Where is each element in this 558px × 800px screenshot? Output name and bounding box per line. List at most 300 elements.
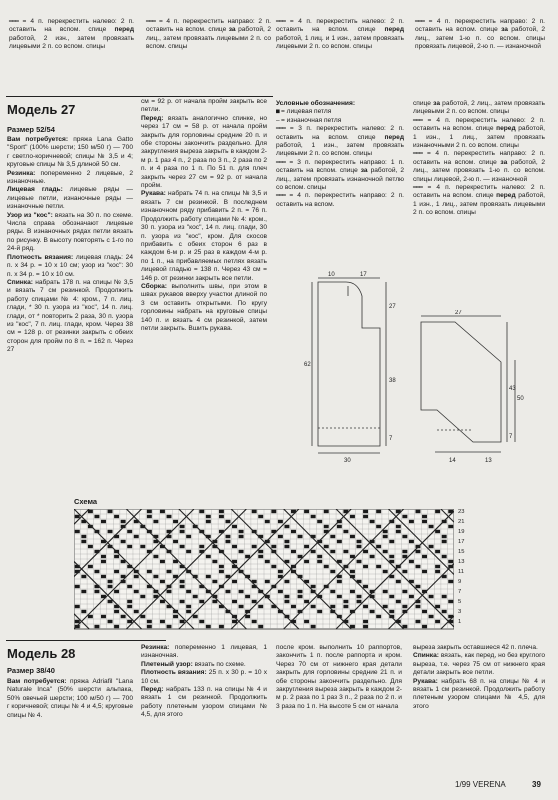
knit-stitch	[127, 605, 132, 608]
knit-stitch	[88, 615, 93, 618]
knit-stitch	[173, 520, 178, 523]
text: набрать 74 п. на спицы № 3,5 и вязать 7 см резинкой. В последнем изнаночном ряду прибавить 2 п. = 76 п. Продолжить работу спицами № 4: кром., 30 п. узора из "кос", 14 п. лиц. глади, 30 п. узора из "кос", кром. Для скосов прибавить с обеих сторон 6 раз в каждом 6-м р. и 25 раз в каждом 4-м р. по 1 п., на прибавляемых петлях вязать лицевой гладью = 138 п. Через 43 см = 146 р. от резинки закрыть все петли.	[141, 190, 267, 282]
knit-stitch	[252, 600, 257, 603]
cable-symbol-icon: ═══	[413, 116, 423, 124]
paragraph	[141, 661, 267, 669]
model-28-column-4	[413, 644, 545, 711]
knit-stitch	[376, 615, 381, 618]
knit-stitch	[448, 580, 453, 583]
knit-stitch	[225, 540, 230, 543]
bold-text: за	[433, 100, 440, 107]
knit-stitch	[219, 515, 224, 518]
knit-stitch	[265, 580, 270, 583]
text: работой, 2 лиц., затем провязать лицевыми 2 п. со вспом. спицы	[413, 100, 545, 116]
knit-stitch	[415, 620, 420, 623]
bold-text: за	[500, 158, 508, 166]
knit-stitch	[317, 610, 322, 613]
knit-stitch	[389, 540, 394, 543]
chart-row-number: 17	[458, 539, 465, 545]
bold-text: за	[360, 167, 368, 175]
knit-stitch	[363, 550, 368, 553]
legend-item	[276, 108, 404, 116]
knit-stitch	[206, 515, 211, 518]
dim-label: 14	[449, 458, 456, 464]
text: = 4 п. перекрестить налево: 2 п. оставить на вспом. спице	[276, 18, 404, 34]
knit-stitch	[435, 530, 440, 533]
knit-stitch	[415, 510, 420, 513]
text: = 3 п. перекрестить налево: 2 п. оставить на вспом. спице	[276, 125, 404, 141]
knit-stitch	[343, 605, 348, 608]
text: лицевая гладь: 24 п. х 34 р. = 10 х 10 см; узор из "кос": 30 п. х 34 р. = 10 х 10 см.	[7, 253, 133, 278]
knit-stitch	[258, 625, 263, 628]
knit-stitch	[284, 545, 289, 548]
knit-stitch	[199, 545, 204, 548]
knit-stitch	[337, 540, 342, 543]
knit-stitch	[206, 555, 211, 558]
text: вязать на 30 п. по схеме. Числа справа обозначают лицевые ряды. В изнаночных рядах петли вязать по рисунку. В высоту повторять с 1-го по 24-й ряд.	[7, 211, 133, 253]
knit-stitch	[357, 595, 362, 598]
top-column-2	[146, 18, 271, 52]
bold-text: перед	[384, 133, 404, 141]
knit-stitch	[160, 510, 165, 513]
legend-item	[413, 184, 545, 218]
knit-stitch	[324, 545, 329, 548]
chart-row-number: 11	[458, 569, 465, 575]
chart-row-number: 21	[458, 519, 465, 525]
knit-stitch	[396, 525, 401, 528]
text: спице	[413, 100, 434, 107]
knit-stitch	[435, 565, 440, 568]
knit-stitch	[206, 520, 211, 523]
knit-stitch	[180, 530, 185, 533]
knit-stitch	[140, 615, 145, 618]
knit-stitch	[350, 590, 355, 593]
knit-stitch	[239, 605, 244, 608]
bold-text: Вам потребуется:	[7, 678, 67, 685]
bold-text: Плотность вязания:	[141, 669, 207, 677]
knit-stitch	[160, 600, 165, 603]
knit-stitch	[298, 535, 303, 538]
model-28-column-2	[141, 644, 267, 720]
knit-stitch	[134, 590, 139, 593]
knit-stitch	[357, 600, 362, 603]
knit-stitch	[442, 595, 447, 598]
knit-stitch	[212, 580, 217, 583]
bold-text: Резинка:	[7, 169, 36, 177]
knit-stitch	[114, 570, 119, 573]
knit-stitch	[350, 535, 355, 538]
knit-stitch	[311, 515, 316, 518]
knit-stitch	[324, 525, 329, 528]
knit-stitch	[239, 550, 244, 553]
knit-stitch	[330, 570, 335, 573]
knit-stitch	[448, 600, 453, 603]
paragraph	[7, 254, 133, 279]
knit-stitch	[206, 625, 211, 628]
knit-stitch	[370, 520, 375, 523]
purl-stitch-icon: –	[276, 116, 280, 124]
knit-stitch	[415, 550, 420, 553]
knit-stitch	[389, 595, 394, 598]
paragraph	[141, 669, 267, 686]
knit-stitch	[186, 535, 191, 538]
paragraph	[7, 678, 133, 720]
knit-stitch	[108, 620, 113, 623]
knit-stitch	[186, 590, 191, 593]
bold-text: Перед:	[141, 114, 164, 122]
knit-stitch	[357, 560, 362, 563]
dim-label: 27	[455, 310, 462, 316]
knit-stitch	[324, 565, 329, 568]
knit-stitch	[304, 560, 309, 563]
knit-stitch	[212, 600, 217, 603]
text: попеременно 1 лицевая, 1 изнаночная.	[141, 644, 267, 660]
knit-stitch	[75, 515, 80, 518]
knit-stitch	[219, 625, 224, 628]
knit-stitch	[363, 620, 368, 623]
knit-stitch	[140, 595, 145, 598]
model-28-title: Модель 28	[7, 646, 76, 661]
paragraph	[7, 170, 133, 187]
knit-stitch	[298, 555, 303, 558]
knit-stitch	[108, 530, 113, 533]
knit-stitch	[311, 605, 316, 608]
knit-stitch	[304, 620, 309, 623]
knit-stitch	[383, 605, 388, 608]
bold-text: Условные обозначения:	[276, 100, 356, 107]
knit-stitch	[186, 550, 191, 553]
bold-text: Узор из "кос":	[7, 211, 53, 219]
knit-stitch	[448, 525, 453, 528]
paragraph	[7, 186, 133, 211]
knit-stitch	[330, 550, 335, 553]
dim-label: 30	[344, 458, 351, 464]
knit-stitch	[140, 545, 145, 548]
bold-text: перед	[496, 192, 516, 200]
knit-stitch	[134, 610, 139, 613]
knit-stitch	[389, 555, 394, 558]
knit-stitch	[101, 615, 106, 618]
knit-stitch	[435, 620, 440, 623]
paragraph	[413, 100, 545, 117]
bold-text: Плетеный узор:	[141, 660, 193, 668]
dim-label: 50	[517, 396, 524, 402]
model-27-column-4	[413, 100, 545, 218]
knit-stitch	[389, 610, 394, 613]
knit-stitch	[232, 525, 237, 528]
chart-label: Схема	[74, 497, 98, 506]
knit-stitch	[127, 600, 132, 603]
knit-stitch	[376, 525, 381, 528]
text: вязать по схеме.	[192, 660, 246, 668]
knit-stitch	[370, 555, 375, 558]
knit-stitch	[337, 525, 342, 528]
text: вязать, как перед, но без круглого выреза, т.е. через 75 см от нижнего края детали закрыть все петли.	[413, 652, 545, 677]
paragraph	[141, 283, 267, 333]
text: набрать 68 п. на спицы № 4 и вязать 1 см резинкой. Продолжить работу плетеным узором спицами № 4,5, для этого	[413, 677, 545, 710]
knit-stitch	[409, 520, 414, 523]
chart-row-number: 13	[458, 559, 465, 565]
knit-stitch	[376, 510, 381, 513]
knit-stitch	[173, 540, 178, 543]
knit-stitch	[88, 565, 93, 568]
knit-stitch	[442, 610, 447, 613]
dim-label: 27	[389, 304, 396, 310]
model-28-column-3	[276, 644, 402, 711]
text: = 4 п. перекрестить налево: 2 п. оставить на вспом. спице	[9, 18, 134, 34]
bold-text: Сборка:	[141, 282, 167, 290]
knit-stitch	[147, 625, 152, 628]
knit-stitch	[160, 620, 165, 623]
legend	[276, 100, 404, 209]
dim-label: 17	[360, 272, 367, 278]
knit-stitch	[101, 520, 106, 523]
knit-stitch	[94, 570, 99, 573]
knit-stitch	[75, 530, 80, 533]
knit-stitch	[94, 625, 99, 628]
knit-stitch	[435, 605, 440, 608]
chart-row-number: 9	[458, 579, 462, 585]
knit-stitch	[357, 545, 362, 548]
dim-label: 7	[389, 436, 393, 442]
knit-stitch	[147, 515, 152, 518]
knit-stitch	[258, 550, 263, 553]
knit-stitch	[396, 580, 401, 583]
bold-text: Спинка:	[7, 278, 33, 286]
knit-stitch	[435, 510, 440, 513]
knit-stitch	[252, 620, 257, 623]
knit-stitch	[298, 590, 303, 593]
text: = 4 п. перекрестить налево: 2 п. оставить на вспом. спице	[413, 184, 545, 200]
knit-stitch	[81, 540, 86, 543]
knit-stitch	[167, 570, 172, 573]
knit-stitch	[422, 570, 427, 573]
knit-stitch	[422, 610, 427, 613]
bold-text: Рукава:	[413, 677, 438, 685]
dim-label: 62	[304, 362, 311, 368]
knit-stitch	[232, 600, 237, 603]
knit-stitch	[284, 595, 289, 598]
knit-stitch	[409, 595, 414, 598]
legend-title	[276, 100, 404, 108]
knit-stitch	[330, 590, 335, 593]
knit-stitch	[343, 600, 348, 603]
paragraph	[141, 190, 267, 282]
text: работой, 2 лиц., затем провязать 1-ю п. со вспом. спицы лицевой, 2-ю п. — изнаночной	[413, 158, 546, 183]
bold-text: перед	[496, 125, 516, 133]
text: = 3 п. перекрестить направо: 1 п. оставить на вспом. спице	[276, 158, 404, 175]
knit-stitch	[291, 530, 296, 533]
knit-stitch	[363, 510, 368, 513]
knit-stitch	[429, 545, 434, 548]
knit-stitch	[363, 515, 368, 518]
text: выреза закрыть оставшиеся 42 п. плеча.	[413, 644, 538, 651]
text: работой, 2 изн., затем провязать лицевыми 2 п. со вспом. спицы	[9, 34, 134, 51]
knit-stitch	[180, 580, 185, 583]
model-27-title: Модель 27	[7, 102, 76, 117]
knit-stitch	[239, 535, 244, 538]
model-27-column-2	[141, 98, 267, 333]
knit-stitch	[127, 545, 132, 548]
bold-text: за	[228, 26, 236, 34]
knit-stitch	[271, 545, 276, 548]
knit-stitch	[311, 585, 316, 588]
knit-stitch	[396, 530, 401, 533]
bold-text: перед	[114, 26, 134, 34]
knit-stitch	[383, 570, 388, 573]
knit-stitch	[153, 555, 158, 558]
knit-stitch	[383, 530, 388, 533]
knit-stitch	[173, 615, 178, 618]
knit-stitch	[429, 615, 434, 618]
knit-stitch	[114, 555, 119, 558]
knit-stitch	[442, 540, 447, 543]
text: = лицевая петля	[279, 108, 332, 116]
knit-stitch	[422, 520, 427, 523]
section-divider	[6, 640, 166, 641]
paragraph	[141, 115, 267, 191]
knit-stitch	[81, 535, 86, 538]
knit-stitch	[435, 570, 440, 573]
knit-stitch	[121, 540, 126, 543]
knit-stitch	[311, 550, 316, 553]
paragraph	[7, 136, 133, 170]
text: после кром. выполнить 10 раппортов, закончить 1 п. после раппорта и кром. Через 70 см от нижнего края детали закрыть для горловины средние 21 п. и обе стороны закончить раздельно. Для закругления выреза закрыть в каждом 2-м р. 2 раза по 1 раз 3 п., 2 раза по 2 п. и 3 раза по 1 п. На высоте 5 см от начала	[276, 644, 402, 710]
knit-stitch	[363, 585, 368, 588]
text: вязать аналогично спинке, но через 17 см = 58 р. от начала пройм закрыть для горловины средние 20 п. и обе стороны закончить раздельно. Для закругления выреза закрыть в каждом 2-м р. 1 раз 4 п., 2 раза по 3 п., 2 раза по 2 п. и 4 раза по 1 п. По 51 п. для плеч закрыть через 27 см = 92 р. от начала пройм.	[141, 114, 267, 190]
paragraph	[7, 279, 133, 355]
knit-stitch	[422, 625, 427, 628]
bold-text: за	[501, 26, 508, 34]
knit-stitch	[429, 525, 434, 528]
text: работой, 1 изн., затем провязать лицевыми 2 п. со вспом. спицы	[276, 142, 404, 158]
knit-stitch	[252, 510, 257, 513]
knit-stitch	[75, 620, 80, 623]
text: работой, 2 лиц., затем провязать лицевыми 2 п. со вспом. спицы	[146, 26, 271, 51]
knit-stitch-icon: ■	[276, 108, 280, 116]
knit-stitch	[383, 590, 388, 593]
knit-stitch	[219, 510, 224, 513]
knit-stitch	[147, 570, 152, 573]
legend-item	[413, 150, 545, 184]
knit-stitch	[94, 590, 99, 593]
chart-row-number: 23	[458, 509, 465, 515]
knit-stitch	[409, 560, 414, 563]
knit-stitch	[160, 580, 165, 583]
knit-stitch	[363, 605, 368, 608]
knit-stitch	[232, 620, 237, 623]
knit-stitch	[167, 515, 172, 518]
knit-stitch	[219, 565, 224, 568]
knit-stitch	[167, 590, 172, 593]
bold-text: Вам потребуется:	[7, 136, 69, 143]
knit-stitch	[317, 520, 322, 523]
knit-stitch	[383, 550, 388, 553]
knit-stitch	[402, 535, 407, 538]
knit-stitch	[153, 575, 158, 578]
text: = 4 п. перекрестить направо: 2 п. оставить на вспом. спице	[413, 150, 545, 166]
knit-stitch	[225, 520, 230, 523]
paragraph	[276, 644, 402, 711]
knit-stitch	[245, 555, 250, 558]
knit-stitch	[239, 590, 244, 593]
knit-stitch	[199, 620, 204, 623]
knit-stitch	[284, 600, 289, 603]
knit-stitch	[134, 535, 139, 538]
cable-symbol-icon: ═══	[413, 150, 423, 158]
knit-stitch	[232, 545, 237, 548]
knit-stitch	[180, 525, 185, 528]
legend-item	[276, 125, 404, 159]
text: см = 92 р. от начала пройм закрыть все петли.	[141, 98, 267, 114]
knit-stitch	[278, 570, 283, 573]
knit-stitch	[88, 545, 93, 548]
knit-stitch	[402, 590, 407, 593]
knit-stitch	[429, 595, 434, 598]
knit-stitch	[206, 575, 211, 578]
knit-stitch	[75, 605, 80, 608]
paragraph	[141, 98, 267, 115]
legend-item	[276, 117, 404, 125]
knit-stitch	[199, 510, 204, 513]
knit-stitch	[337, 595, 342, 598]
bold-text: Перед:	[141, 686, 164, 694]
text: = 4 п. перекрестить направо: 2 п. оставить на вспом.	[276, 192, 404, 208]
knit-stitch	[212, 560, 217, 563]
text: = 4 п. перекрестить налево: 2 п. оставить на вспом. спице	[413, 116, 545, 133]
knit-stitch	[121, 520, 126, 523]
knit-stitch	[232, 580, 237, 583]
knit-stitch	[180, 600, 185, 603]
knit-stitch	[108, 585, 113, 588]
chart-row-number: 7	[458, 589, 462, 595]
knit-stitch	[193, 595, 198, 598]
knit-stitch	[114, 590, 119, 593]
model-27-column-1	[7, 136, 133, 355]
knit-stitch	[271, 510, 276, 513]
knit-stitch	[88, 510, 93, 513]
knit-stitch	[101, 555, 106, 558]
knit-stitch	[402, 555, 407, 558]
bold-text: Лицевая гладь:	[7, 186, 63, 194]
top-column-1	[9, 18, 134, 52]
dim-label: 10	[328, 272, 335, 278]
text: набрать 133 п. на спицы № 4 и вязать 1 см резинкой. Продолжить работу плетеным узором спицами № 4,5, для этого	[141, 686, 267, 719]
top-column-3	[276, 18, 404, 52]
knit-stitch	[134, 575, 139, 578]
knit-stitch	[81, 575, 86, 578]
knit-stitch	[94, 515, 99, 518]
legend-item	[276, 192, 404, 209]
knit-stitch	[370, 610, 375, 613]
knit-stitch	[258, 555, 263, 558]
knit-stitch	[363, 625, 368, 628]
paragraph	[141, 686, 267, 720]
text: = 4 п. перекрестить направо: 2 п. оставить на вспом. спице	[146, 18, 271, 34]
knit-stitch	[127, 620, 132, 623]
knit-stitch	[311, 625, 316, 628]
text: = изнаночная петля	[279, 116, 342, 124]
knit-stitch	[409, 540, 414, 543]
chart-row-number: 3	[458, 609, 462, 615]
knit-stitch	[245, 615, 250, 618]
knit-stitch	[278, 590, 283, 593]
bold-text: Резинка:	[141, 644, 170, 651]
text: пряжа Lana Gatto "Sport" (100% шерсти; 150 м/50 г) — 700 г светло-коричневой; спицы № 3,5 и 4; круговые спицы № 3,5 длиной 50 см.	[7, 136, 133, 169]
text: выполнить швы, при этом в швах рукавов вверху участки длиной по 3 см оставить открытыми. По кругу горловины набрать на круговые спицы 140 п. и вязать 4 см резинкой, затем петли закрыть. Вшить рукава.	[141, 282, 267, 332]
knit-stitch	[330, 535, 335, 538]
knit-stitch	[284, 525, 289, 528]
